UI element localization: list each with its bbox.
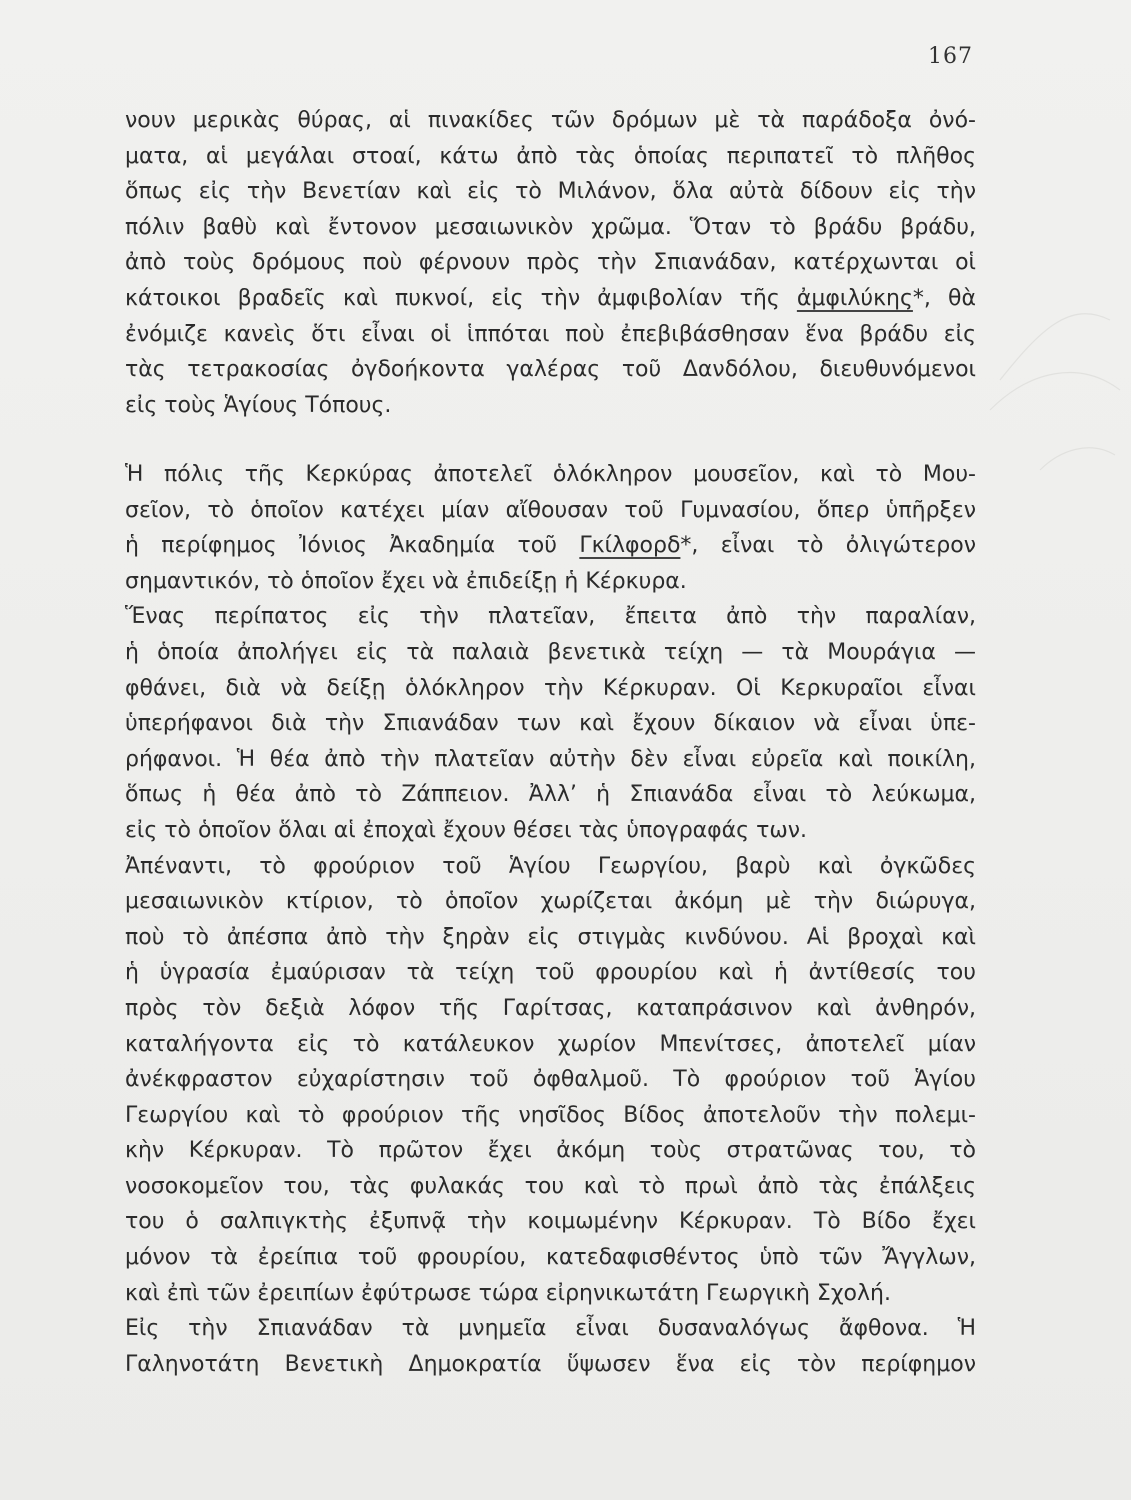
text-line: ρήφανοι. Ἡ θέα ἀπὸ τὴν πλατεῖαν αὐτὴν δὲν εἶναι εὐρεῖα καὶ ποικίλη, <box>125 746 976 772</box>
text-line: σεῖον, τὸ ὁποῖον κατέχει μίαν αἴθουσαν τοῦ Γυμνασίου, ὅπερ ὑπῆρξεν <box>125 497 976 523</box>
text-segment: κάτοικοι βραδεῖς καὶ πυκνοί, εἰς τὴν ἀμφιβολίαν τῆς <box>125 285 797 311</box>
text-line: ἀπὸ τοὺς δρόμους ποὺ φέρνουν πρὸς τὴν Σπιανάδαν, κατέρχωνται οἱ <box>125 250 976 276</box>
text-line: φθάνει, διὰ νὰ δείξῃ ὁλόκληρον τὴν Κέρκυραν. Οἱ Κερκυραῖοι εἶναι <box>125 675 976 701</box>
text-line: τὰς τετρακοσίας ὀγδοήκοντα γαλέρας τοῦ Δανδόλου, διευθυνόμενοι <box>125 357 976 383</box>
text-line: ἡ ὁποία ἀπολήγει εἰς τὰ παλαιὰ βενετικὰ τείχη — τὰ Μουράγια — <box>125 639 976 665</box>
text-line: μόνον τὰ ἐρείπια τοῦ φρουρίου, κατεδαφισθέντος ὑπὸ τῶν Ἄγγλων, <box>125 1245 976 1271</box>
text-line: κὴν Κέρκυραν. Τὸ πρῶτον ἔχει ἀκόμη τοὺς στρατῶνας του, τὸ <box>125 1138 976 1164</box>
text-line-with-footnote <box>125 528 976 564</box>
text-line: ὑπερήφανοι διὰ τὴν Σπιανάδαν των καὶ ἔχουν δίκαιον νὰ εἶναι ὑπε- <box>125 711 976 737</box>
text-line: ἡ ὑγρασία ἐμαύρισαν τὰ τείχη τοῦ φρουρίου καὶ ἡ ἀντίθεσίς του <box>125 960 976 986</box>
text-line: καὶ ἐπὶ τῶν ἐρειπίων ἐφύτρωσε τώρα εἰρηνικωτάτη Γεωργικὴ Σχολή. <box>125 1280 891 1306</box>
text-line: εἰς τοὺς Ἁγίους Τόπους. <box>125 392 392 418</box>
text-line: νουν μερικὰς θύρας, αἱ πινακίδες τῶν δρόμων μὲ τὰ παράδοξα ὀνό- <box>125 108 976 133</box>
text-line: ὅπως εἰς τὴν Βενετίαν καὶ εἰς τὸ Μιλάνον, ὅλα αὐτὰ δίδουν εἰς τὴν <box>125 179 976 205</box>
text-line: Ἡ πόλις τῆς Κερκύρας ἀποτελεῖ ὁλόκληρον μουσεῖον, καὶ τὸ Μου- <box>125 462 976 487</box>
text-line: πρὸς τὸν δεξιὰ λόφον τῆς Γαρίτσας, καταπράσινον καὶ ἀνθηρόν, <box>125 995 976 1021</box>
footnote-marker-text: *, θὰ <box>912 285 976 311</box>
text-line: ἐνόμιζε κανεὶς ὅτι εἶναι οἱ ἱππόται ποὺ ἐπεβιβάσθησαν ἕνα βράδυ εἰς <box>125 321 976 347</box>
paragraphs-main <box>125 457 976 1382</box>
underlined-word-amfilykis: ἀμφιλύκης <box>796 285 913 311</box>
text-line: μεσαιωνικὸν κτίριον, τὸ ὁποῖον χωρίζεται ἀκόμη μὲ τὴν διώρυγα, <box>125 889 976 915</box>
text-line: εἰς τὸ ὁποῖον ὅλαι αἱ ἐποχαὶ ἔχουν θέσει τὰς ὑπογραφάς των. <box>125 817 808 843</box>
text-line: νοσοκομεῖον του, τὰς φυλακάς του καὶ τὸ πρωὶ ἀπὸ τὰς ἐπάλξεις <box>125 1173 976 1199</box>
text-line: ἀνέκφραστον εὐχαρίστησιν τοῦ ὀφθαλμοῦ. Τὸ φρούριον τοῦ Ἁγίου <box>125 1067 976 1093</box>
page-number: 167 <box>928 44 973 69</box>
text-line-with-footnote <box>125 281 976 317</box>
paragraph-1 <box>125 103 976 423</box>
text-line: πόλιν βαθὺ καὶ ἔντονον μεσαιωνικὸν χρῶμα. Ὅταν τὸ βράδυ βράδυ, <box>125 214 976 240</box>
text-segment: ἡ περίφημος Ἰόνιος Ἀκαδημία τοῦ <box>125 533 580 559</box>
text-line: ματα, αἱ μεγάλαι στοαί, κάτω ἀπὸ τὰς ὁποίας περιπατεῖ τὸ πλῆθος <box>125 143 976 169</box>
text-line: Εἰς τὴν Σπιανάδαν τὰ μνημεῖα εἶναι δυσαναλόγως ἄφθονα. Ἡ <box>125 1316 976 1342</box>
text-line: Ἕνας περίπατος εἰς τὴν πλατεῖαν, ἔπειτα ἀπὸ τὴν παραλίαν, <box>125 604 976 630</box>
text-line: του ὁ σαλπιγκτὴς ἐξυπνᾷ τὴν κοιμωμένην Κέρκυραν. Τὸ Βίδο ἔχει <box>125 1209 976 1235</box>
underlined-word-gilford: Γκίλφορδ <box>579 533 681 559</box>
text-line: ποὺ τὸ ἀπέσπα ἀπὸ τὴν ξηρὰν εἰς στιγμὰς κινδύνου. Αἱ βροχαὶ καὶ <box>125 924 976 950</box>
text-line: Γαληνοτάτη Βενετικὴ Δημοκρατία ὕψωσεν ἕνα εἰς τὸν περίφημον <box>125 1351 976 1377</box>
text-line: σημαντικόν, τὸ ὁποῖον ἔχει νὰ ἐπιδείξῃ ἡ Κέρκυρα. <box>125 568 687 594</box>
text-line: ὅπως ἡ θέα ἀπὸ τὸ Ζάππειον. Ἀλλ’ ἡ Σπιανάδα εἶναι τὸ λεύκωμα, <box>125 782 976 808</box>
text-line: καταλήγοντα εἰς τὸ κατάλευκον χωρίον Μπενίτσες, ἀποτελεῖ μίαν <box>125 1031 976 1057</box>
footnote-marker-text: *, εἶναι τὸ ὀλιγώτερον <box>680 533 976 559</box>
text-line: Γεωργίου καὶ τὸ φρούριον τῆς νησῖδος Βίδος ἀποτελοῦν τὴν πολεμι- <box>125 1102 976 1128</box>
text-line: Ἀπέναντι, τὸ φρούριον τοῦ Ἁγίου Γεωργίου, βαρὺ καὶ ὀγκῶδες <box>125 853 976 879</box>
